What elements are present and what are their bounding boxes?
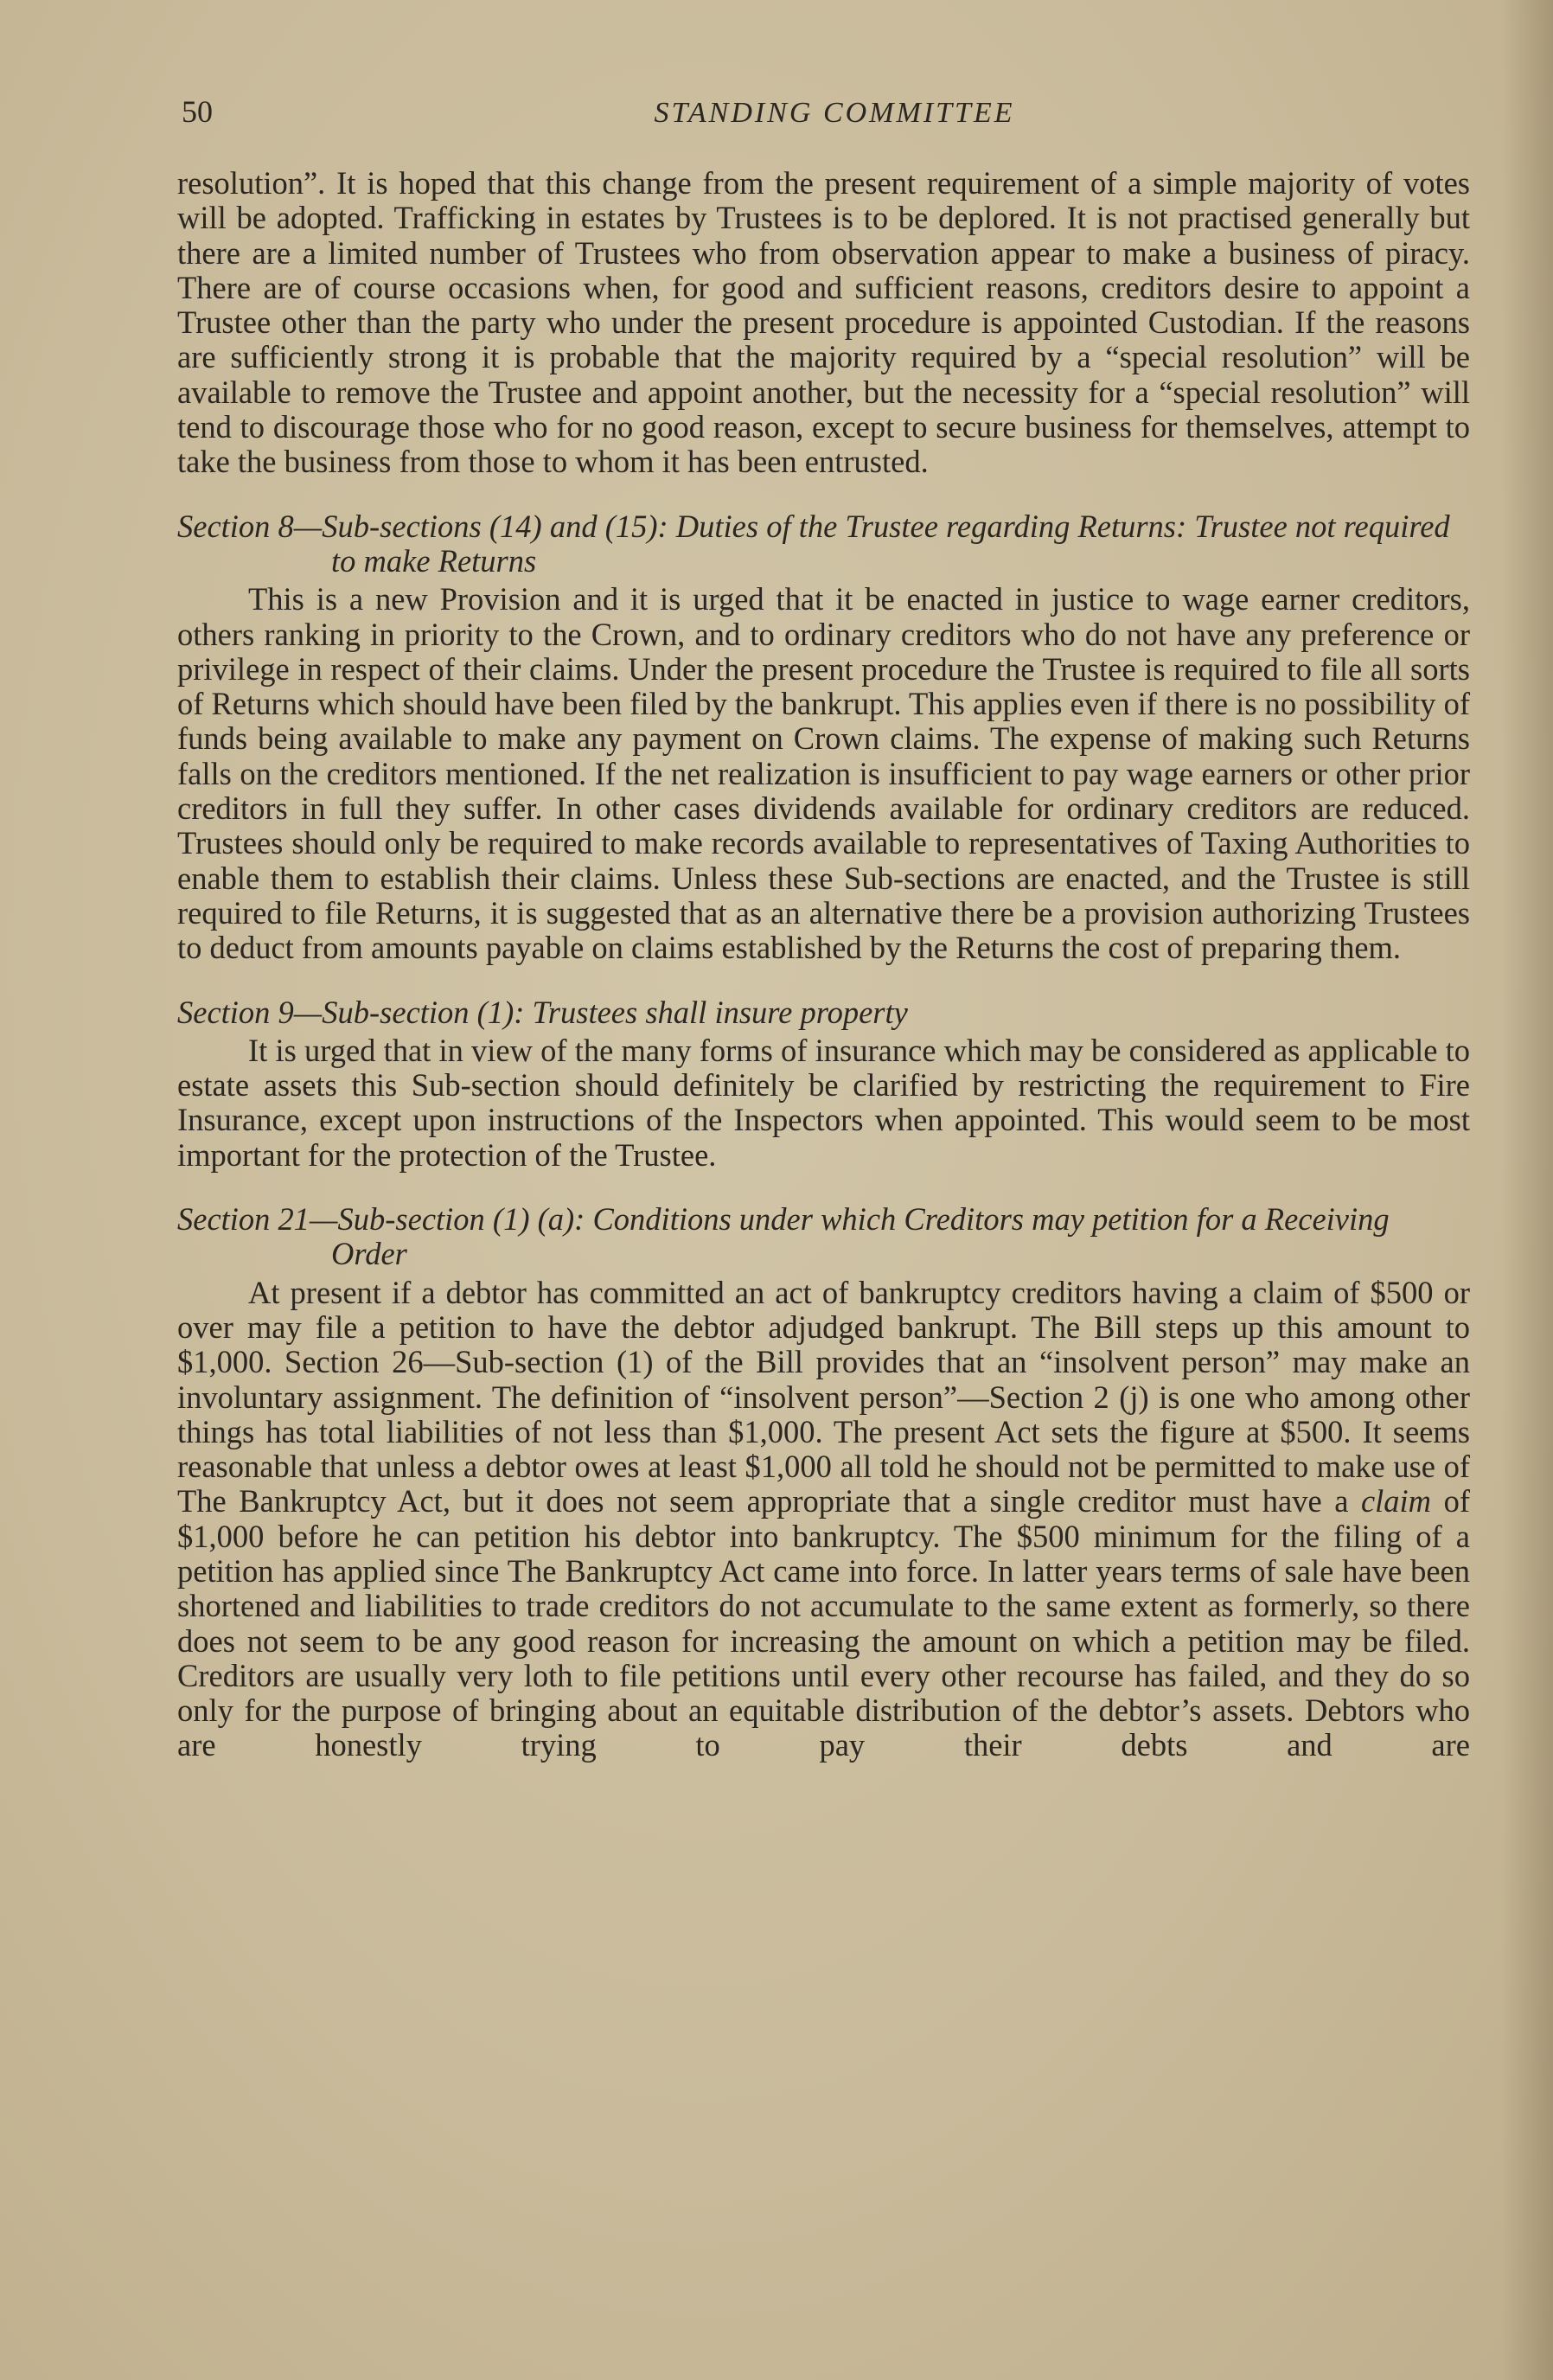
running-title: STANDING COMMITTEE (654, 97, 1015, 129)
section-9-heading: Section 9—Sub-section (1): Trustees shall insure property (177, 994, 908, 1030)
paragraph-intro: resolution”. It is hoped that this change from the present requirement of a simple majority of votes will be adopted. Trafficking in estates by Trustees is to be deplored. It is not practised generally but there are a limited number of Trustees who from observation appear to make a business of piracy. There are of course occasions when, for good and sufficient reasons, creditors desire to appoint a Trustee other than the party who under the present procedure is appointed Custodian. If the reasons are sufficiently strong it is probable that the majority required by a “special resolution” will be available to remove the Trustee and appoint another, but the necessity for a “special resolution” will tend to discourage those who for no good reason, except to secure business for themselves, attempt to take the business from those to whom it has been entrusted. (177, 165, 1470, 480)
paragraph-section-21-part-1: At present if a debtor has committed an act of bankruptcy creditors having a claim of $500 or over may file a petition to have the debtor adjudged bankrupt. The Bill steps up this amount to $1,000. Section 26—Sub-section (1) of the Bill provides that an “insolvent person” may make an involuntary assignment. The definition of “insolvent person”—Section 2 (j) is one who among other things has total liabilities of not less than $1,000. The present Act sets the figure at $500. It seems reasonable that unless a debtor owes at least $1,000 all told he should not be permitted to make use of The Bankruptcy Act, but it does not seem appropriate that a single creditor must have a (177, 1274, 1470, 1519)
paragraph-section-21-emphasis: claim (1360, 1483, 1432, 1519)
section-8-heading: Section 8—Sub-sections (14) and (15): Duties of the Trustee regarding Returns: Trustee not required to make Returns (177, 508, 1450, 579)
section-21-heading: Section 21—Sub-section (1) (a): Conditions under which Creditors may petition for a Receiving Order (177, 1201, 1390, 1272)
paragraph-section-8: This is a new Provision and it is urged that it be enacted in justice to wage earner creditors, others ranking in priority to the Crown, and to ordinary creditors who do not have any preference or privilege in respect of their claims. Under the present procedure the Trustee is required to file all sorts of Returns which should have been filed by the bankrupt. This applies even if there is no possibility of funds being available to make any payment on Crown claims. The expense of making such Returns falls on the creditors mentioned. If the net realization is insufficient to pay wage earners or other prior creditors in full they suffer. In other cases dividends available for ordinary creditors are reduced. Trustees should only be required to make records available to representatives of Taxing Authorities to enable them to establish their claims. Unless these Sub-sections are enacted, and the Trustee is still required to file Returns, it is suggested that as an alternative there be a provision authorizing Trustees to deduct from amounts payable on claims established by the Returns the cost of preparing them. (177, 581, 1470, 966)
paragraph-section-9: It is urged that in view of the many forms of insurance which may be considered as applicable to estate assets this Sub-section should definitely be clarified by restricting the requirement to Fire Insurance, except upon instructions of the Inspectors when appointed. This would seem to be most important for the protection of the Trustee. (177, 1032, 1470, 1173)
page-edge-shadow (1501, 0, 1553, 2380)
paragraph-section-21-part-2: of $1,000 before he can petition his debtor into bankruptcy. The $500 minimum for the filing of a petition has applied since The Bankruptcy Act came into force. In latter years terms of sale have been shortened and liabilities to trade creditors do not accumulate to the same extent as formerly, so there does not seem to be any good reason for increasing the amount on which a petition may be filed. Creditors are usually very loth to file petitions until every other recourse has failed, and they do so only for the purpose of bringing about an equitable distribution of the debtor’s assets. Debtors who are honestly trying to pay their debts and are (177, 1483, 1470, 1763)
page-number: 50 (182, 94, 213, 129)
page-body (177, 166, 1470, 1763)
paragraph-section-21 (177, 1276, 1470, 1763)
page-header (182, 93, 1487, 145)
